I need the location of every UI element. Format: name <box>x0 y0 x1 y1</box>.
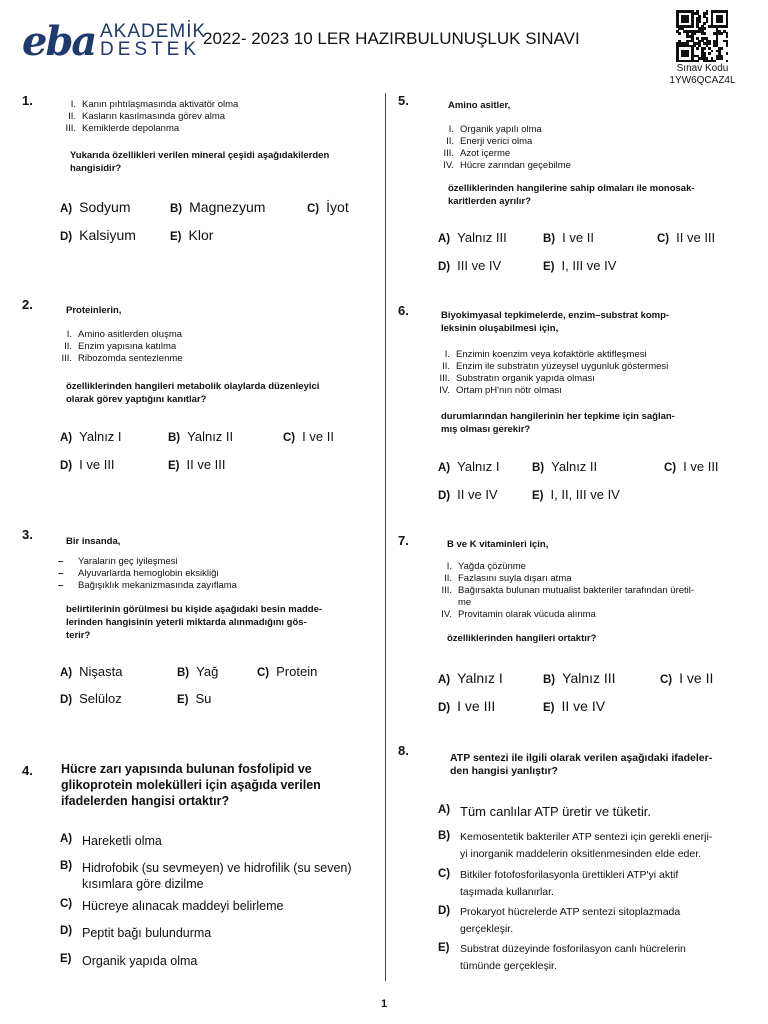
option-d[interactable]: D) Peptit bağı bulundurma <box>60 925 212 940</box>
qr-module <box>706 20 709 23</box>
option-a[interactable]: A) Yalnız I <box>438 459 500 474</box>
option-b[interactable]: B) Yağ <box>177 664 219 679</box>
qr-module <box>703 32 706 35</box>
qr-module <box>721 47 724 50</box>
qr-module <box>686 55 689 58</box>
question-stem: belirtilerinin görülmesi bu kişide aşağıdaki besin madde- lerinden hangisinin yeterli miktarda alınmadığını gös- terir? <box>66 604 323 641</box>
qr-module <box>691 25 694 28</box>
question-number: 7. <box>398 533 409 548</box>
statement-list: I. Enzimin koenzim veya kofaktörle aktifleşmesi II. Enzim ile substratın yüzeysel uygunluk göstermesi III. Substratın organik yapıda olması IV. Ortam pH'nın nötr olması <box>439 349 669 396</box>
option-a[interactable]: A) Tüm canlılar ATP üretir ve tüketir. <box>438 804 651 819</box>
option-e[interactable]: E) II ve IV <box>543 698 606 714</box>
option-e[interactable]: E) Substrat düzeyinde fosforilasyon canlı hücrelerin tümünde gerçekleşir. <box>438 942 686 972</box>
question-number: 3. <box>22 527 33 542</box>
option-e[interactable]: E) Su <box>177 691 212 706</box>
option-e[interactable]: E) Klor <box>170 227 214 243</box>
option-d[interactable]: D) Kalsiyum <box>60 227 136 243</box>
exam-title: 2022- 2023 10 LER HAZIRBULUNUŞLUK SINAVI <box>203 29 580 48</box>
qr-module <box>711 50 714 53</box>
logo-destek: DESTEK <box>100 39 201 60</box>
logo-akademik: AKADEMİK <box>100 21 207 42</box>
option-b[interactable]: B) Yalnız III <box>543 670 616 686</box>
option-b[interactable]: B) Magnezyum <box>170 199 266 215</box>
qr-module <box>703 22 706 25</box>
question-intro: Proteinlerin, <box>66 305 122 316</box>
option-d[interactable]: D) III ve IV <box>438 258 502 273</box>
column-divider <box>385 93 386 981</box>
option-e[interactable]: E) Organik yapıda olma <box>60 953 198 968</box>
qr-module <box>686 20 689 23</box>
qr-module <box>726 60 729 63</box>
qr-module <box>696 60 699 63</box>
option-a[interactable]: A) Hareketli olma <box>60 833 162 848</box>
qr-module <box>726 35 729 38</box>
statement-list: I. Kanın pıhtılaşmasında aktivatör olma II. Kasların kasılmasında görev alma III. Kemiklerde depolanma <box>65 99 239 134</box>
question-number: 4. <box>22 763 33 778</box>
qr-module <box>678 32 681 35</box>
page-number: 1 <box>380 998 388 1010</box>
exam-code-label: Sınav Kodu <box>676 63 729 74</box>
option-b[interactable]: B) Hidrofobik (su sevmeyen) ve hidrofilik (su seven) kısımlara göre dizilme <box>60 860 352 891</box>
question-intro: B ve K vitaminleri için, <box>447 539 549 550</box>
question-number: 2. <box>22 297 33 312</box>
question-intro: Amino asitler, <box>448 100 511 111</box>
qr-module <box>726 25 729 28</box>
question-intro: Biyokimyasal tepkimelerde, enzim–substrat komp- leksinin oluşabilmesi için, <box>441 310 670 334</box>
option-c[interactable]: C) Hücreye alınacak maddeyi belirleme <box>60 898 284 913</box>
question-stem: özelliklerinden hangileri ortaktır? <box>447 633 597 644</box>
option-d[interactable]: D) I ve III <box>438 698 496 714</box>
question-number: 6. <box>398 303 409 318</box>
option-a[interactable]: A) Yalnız I <box>60 429 122 444</box>
option-c[interactable]: C) Protein <box>257 664 318 679</box>
option-c[interactable]: C) I ve II <box>283 429 334 444</box>
option-c[interactable]: C) II ve III <box>657 230 716 245</box>
option-c[interactable]: C) I ve III <box>664 459 719 474</box>
qr-module <box>721 57 724 60</box>
qr-module <box>703 27 706 30</box>
qr-module <box>726 52 729 55</box>
qr-code-icon <box>676 10 728 62</box>
statement-list: I. Amino asitlerden oluşma II. Enzim yapısına katılma III. Ribozomda sentezlenme <box>61 329 183 364</box>
question-stem: özelliklerinden hangilerine sahip olmaları ile monosak- karitlerden ayrılır? <box>448 183 695 207</box>
option-b[interactable]: B) I ve II <box>543 230 594 245</box>
qr-module <box>726 45 729 48</box>
option-b[interactable]: B) Yalnız II <box>168 429 234 444</box>
option-d[interactable]: D) Prokaryot hücrelerde ATP sentezi sitoplazmada gerçekleşir. <box>438 905 681 935</box>
option-a[interactable]: A) Yalnız III <box>438 230 507 245</box>
question-stem: Hücre zarı yapısında bulunan fosfolipid ve glikoprotein molekülleri için aşağıda verilen ifadelerden hangisi ortaktır? <box>61 762 321 808</box>
option-c[interactable]: C) Bitkiler fotofosforilasyonla ürettikleri ATP'yi aktif taşımada kullanırlar. <box>438 868 679 898</box>
statement-list: I. Yağda çözünme II. Fazlasını suyla dışarı atma III. Bağırsakta bulunan mutualist bakteriler tarafından üretil- me IV. Provitamin olarak vücuda alınma <box>441 561 695 620</box>
question-stem: Yukarıda özellikleri verilen mineral çeşidi aşağıdakilerden hangisidir? <box>70 150 330 174</box>
option-a[interactable]: A) Sodyum <box>60 199 131 215</box>
option-c[interactable]: C) İyot <box>307 199 349 215</box>
question-number: 1. <box>22 93 33 108</box>
option-e[interactable]: E) I, III ve IV <box>543 258 617 273</box>
qr-module <box>693 32 696 35</box>
question-stem: durumlarından hangilerinin her tepkime için sağlan- mış olması gerekir? <box>441 411 675 435</box>
option-a[interactable]: A) Nişasta <box>60 664 123 679</box>
option-e[interactable]: E) I, II, III ve IV <box>532 487 620 502</box>
question-stem: ATP sentezi ile ilgili olarak verilen aşağıdaki ifadeler- den hangisi yanlıştır? <box>450 752 713 777</box>
qr-module <box>721 20 724 23</box>
qr-module <box>708 52 711 55</box>
option-e[interactable]: E) II ve III <box>168 457 226 472</box>
eba-logo: eba <box>22 18 96 65</box>
qr-module <box>696 47 699 50</box>
question-number: 5. <box>398 93 409 108</box>
question-intro: Bir insanda, <box>66 536 121 547</box>
qr-module <box>721 32 724 35</box>
option-b[interactable]: B) Kemosentetik bakteriler ATP sentezi için gerekli enerji- yi inorganik maddelerin oksitlenmesinden elde eder. <box>438 830 713 860</box>
statement-list: I. Organik yapılı olma II. Enerji verici olma III. Azot içerme IV. Hücre zarından geçebilme <box>443 124 571 171</box>
qr-module <box>706 12 709 15</box>
question-stem: özelliklerinden hangileri metabolik olaylarda düzenleyici olarak görev yaptığını kanıtlar? <box>66 381 320 405</box>
option-d[interactable]: D) I ve III <box>60 457 115 472</box>
qr-module <box>703 47 706 50</box>
option-b[interactable]: B) Yalnız II <box>532 459 598 474</box>
option-a[interactable]: A) Yalnız I <box>438 670 503 686</box>
statement-list: – Yaraların geç iyileşmesi – Alyuvarlarda hemoglobin eksikliği – Bağışıklık mekanizmasında zayıflama <box>58 556 237 591</box>
qr-module <box>708 42 711 45</box>
question-number: 8. <box>398 743 409 758</box>
option-d[interactable]: D) II ve IV <box>438 487 498 502</box>
qr-module <box>698 20 701 23</box>
qr-module <box>713 60 716 63</box>
exam-code: 1YW6QCAZ4L <box>669 75 736 86</box>
option-c[interactable]: C) I ve II <box>660 670 714 686</box>
option-d[interactable]: D) Selüloz <box>60 691 122 706</box>
